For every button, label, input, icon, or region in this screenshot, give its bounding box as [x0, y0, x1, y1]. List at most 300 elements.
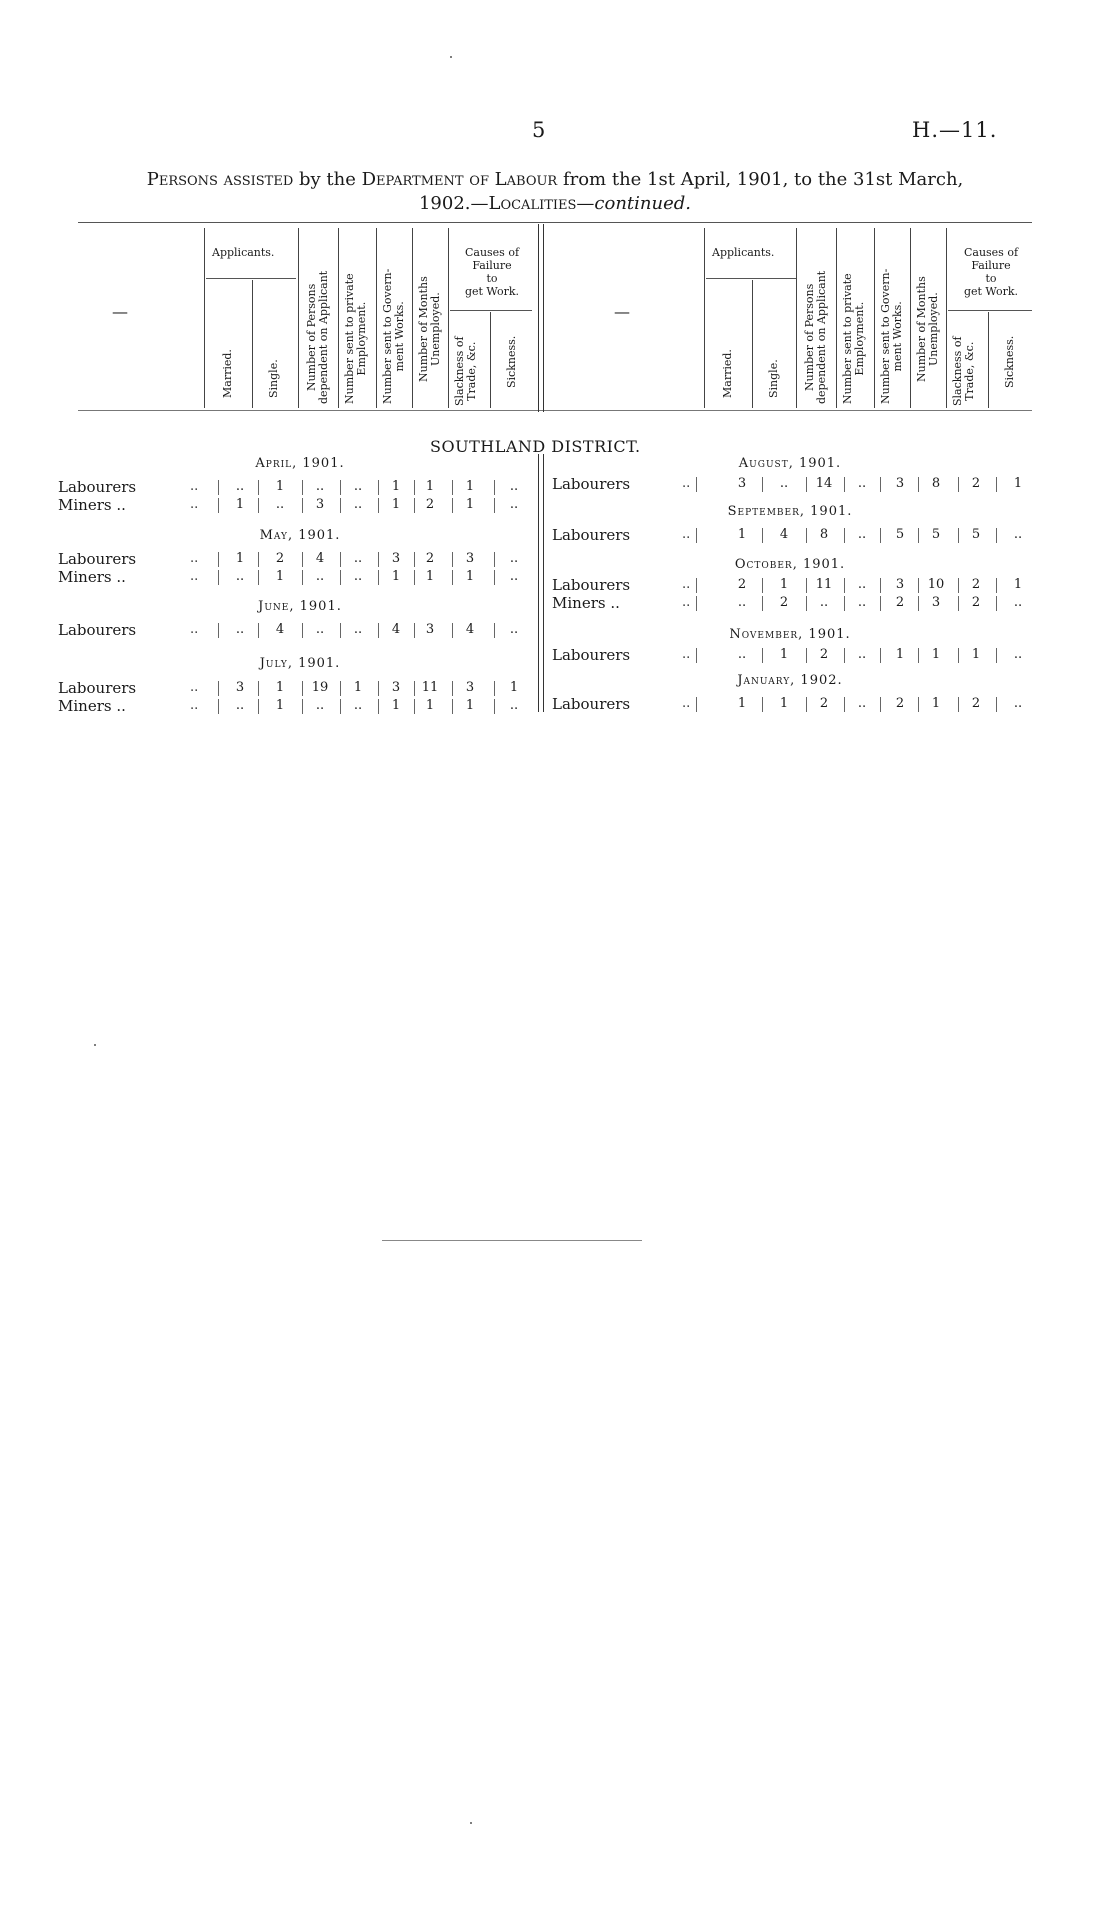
leader-dots: .. [190, 551, 199, 566]
leader-dots: .. [682, 696, 691, 711]
header-line: Number sent to Govern- [879, 268, 892, 404]
cell-divider [696, 528, 697, 543]
table-cell: 2 [425, 551, 435, 566]
table-cell: 1 [465, 698, 475, 713]
cell-divider [494, 699, 495, 714]
print-speck [94, 1044, 96, 1046]
page-reference: H.—11. [912, 118, 998, 142]
month-heading: July, 1901. [259, 656, 341, 671]
column-divider [338, 228, 339, 408]
table-cell: .. [1013, 647, 1023, 662]
closing-rule [382, 1240, 642, 1241]
table-cell: 1 [275, 698, 285, 713]
stub-column-header: — [112, 302, 128, 321]
column-divider [874, 228, 875, 408]
month-heading: August, 1901. [738, 456, 842, 471]
cell-divider [494, 570, 495, 585]
applicants-rule [706, 278, 796, 279]
cell-divider [844, 596, 845, 611]
table-cell: .. [353, 698, 363, 713]
column-divider [836, 228, 837, 408]
title-localities: Localities [488, 193, 577, 214]
header-line: Number of Persons [305, 283, 318, 392]
sickness-header: Sickness. [1003, 335, 1016, 388]
sickness-header: Sickness. [505, 335, 518, 388]
cell-divider [696, 477, 697, 492]
cell-divider [340, 623, 341, 638]
table-cell: 1 [931, 696, 941, 711]
district-heading: SOUTHLAND DISTRICT. [430, 437, 641, 456]
cell-divider [494, 480, 495, 495]
column-divider [298, 228, 299, 408]
govt-header [880, 269, 904, 404]
row-label: Labourers [552, 526, 631, 544]
cell-divider [302, 552, 303, 567]
leader-dots: .. [682, 595, 691, 610]
cell-divider [414, 570, 415, 585]
table-cell: .. [737, 647, 747, 662]
leader-dots: .. [682, 577, 691, 592]
cell-divider [880, 648, 881, 663]
cell-divider [218, 480, 219, 495]
cell-divider [258, 480, 259, 495]
cell-divider [340, 681, 341, 696]
table-cell: .. [235, 698, 245, 713]
cell-divider [378, 498, 379, 513]
month-heading: June, 1901. [258, 599, 342, 614]
stub-column-header: — [614, 302, 630, 321]
row-label: Labourers [552, 576, 631, 594]
table-cell: 2 [275, 551, 285, 566]
table-cell: 4 [391, 622, 401, 637]
private-header [344, 273, 368, 404]
slackness-header [454, 336, 478, 406]
row-label: Labourers [552, 475, 631, 493]
cell-divider [762, 697, 763, 712]
cell-divider [880, 596, 881, 611]
causes-line: Causes of [963, 246, 1019, 259]
cell-divider [806, 477, 807, 492]
month-heading: January, 1902. [737, 673, 843, 688]
cell-divider [414, 623, 415, 638]
print-speck [450, 56, 452, 58]
table-cell: 1 [779, 647, 789, 662]
cell-divider [378, 552, 379, 567]
title-dash: — [576, 193, 595, 214]
cell-divider [218, 552, 219, 567]
header-top-rule [78, 222, 1032, 223]
causes-line: to [486, 272, 498, 285]
cell-divider [880, 697, 881, 712]
cell-divider [218, 498, 219, 513]
table-cell: .. [779, 476, 789, 491]
cell-divider [452, 681, 453, 696]
leader-dots: .. [190, 497, 199, 512]
months-header [916, 276, 940, 382]
column-divider [204, 228, 205, 408]
table-cell: .. [353, 479, 363, 494]
table-cell: 1 [391, 698, 401, 713]
table-cell: .. [857, 647, 867, 662]
table-cell: 1 [425, 698, 435, 713]
table-cell: 2 [971, 577, 981, 592]
header-bottom-rule [78, 410, 1032, 411]
table-cell: 2 [971, 476, 981, 491]
cell-divider [414, 552, 415, 567]
column-divider [796, 228, 797, 408]
table-cell: 4 [779, 527, 789, 542]
row-label: Miners .. [58, 496, 126, 514]
cell-divider [996, 578, 997, 593]
month-heading: May, 1901. [259, 528, 341, 543]
table-cell: .. [857, 577, 867, 592]
cell-divider [218, 623, 219, 638]
table-cell: .. [353, 622, 363, 637]
cell-divider [258, 552, 259, 567]
table-cell: 19 [311, 680, 329, 695]
table-cell: 1 [275, 479, 285, 494]
cell-divider [806, 528, 807, 543]
causes-line: Failure [971, 259, 1011, 272]
table-cell: 1 [737, 696, 747, 711]
table-cell: .. [857, 696, 867, 711]
table-cell: 1 [275, 569, 285, 584]
cell-divider [844, 528, 845, 543]
cell-divider [494, 623, 495, 638]
table-cell: .. [315, 479, 325, 494]
cell-divider [378, 570, 379, 585]
table-cell: 1 [275, 680, 285, 695]
month-heading: October, 1901. [734, 557, 846, 572]
cell-divider [414, 699, 415, 714]
header-line: Employment. [355, 301, 368, 376]
months-header [418, 276, 442, 382]
cell-divider [452, 699, 453, 714]
cell-divider [762, 578, 763, 593]
married-header: Married. [221, 349, 234, 398]
table-cell: .. [737, 595, 747, 610]
table-cell: 1 [779, 577, 789, 592]
header-line: Slackness of [453, 336, 466, 406]
cell-divider [494, 681, 495, 696]
table-cell: 1 [391, 569, 401, 584]
cell-divider [996, 697, 997, 712]
cell-divider [844, 648, 845, 663]
table-cell: 1 [391, 497, 401, 512]
cell-divider [880, 528, 881, 543]
cell-divider [218, 699, 219, 714]
table-cell: 1 [391, 479, 401, 494]
cell-divider [996, 528, 997, 543]
table-cell: 3 [391, 551, 401, 566]
cell-divider [844, 697, 845, 712]
cell-divider [302, 681, 303, 696]
table-cell: .. [235, 569, 245, 584]
table-cell: .. [857, 527, 867, 542]
table-cell: .. [819, 595, 829, 610]
title-department: Department of Labour [361, 169, 558, 190]
slackness-header [952, 336, 976, 406]
cell-divider [806, 648, 807, 663]
cell-divider [378, 480, 379, 495]
table-cell: 2 [895, 595, 905, 610]
table-cell: .. [857, 476, 867, 491]
table-cell: 2 [737, 577, 747, 592]
table-cell: 3 [465, 680, 475, 695]
cell-divider [958, 596, 959, 611]
leader-dots: .. [682, 527, 691, 542]
cell-divider [378, 623, 379, 638]
column-divider [752, 280, 753, 408]
title-prefix: Persons assisted [146, 169, 294, 190]
table-cell: 1 [465, 497, 475, 512]
table-cell: 1 [1013, 577, 1023, 592]
cell-divider [452, 498, 453, 513]
table-cell: .. [1013, 527, 1023, 542]
cell-divider [302, 699, 303, 714]
cell-divider [494, 498, 495, 513]
header-line: ment Works. [891, 301, 904, 372]
row-label: Labourers [58, 550, 137, 568]
row-label: Labourers [552, 646, 631, 664]
table-cell: 2 [779, 595, 789, 610]
private-header [842, 273, 866, 404]
double-divider [538, 224, 544, 412]
table-cell: 1 [971, 647, 981, 662]
table-cell: 8 [819, 527, 829, 542]
cell-divider [958, 528, 959, 543]
leader-dots: .. [682, 647, 691, 662]
table-cell: .. [315, 622, 325, 637]
header-line: Slackness of [951, 336, 964, 406]
cell-divider [414, 681, 415, 696]
applicants-rule [206, 278, 296, 279]
applicants-header: Applicants. [712, 246, 775, 259]
header-line: Number sent to private [841, 273, 854, 404]
cell-divider [806, 578, 807, 593]
cell-divider [696, 578, 697, 593]
single-header: Single. [267, 359, 280, 398]
cell-divider [452, 480, 453, 495]
table-cell: 2 [971, 595, 981, 610]
table-cell: 2 [895, 696, 905, 711]
causes-rule [948, 310, 1032, 311]
govt-header [382, 269, 406, 404]
table-cell: 2 [425, 497, 435, 512]
cell-divider [918, 578, 919, 593]
cell-divider [340, 552, 341, 567]
cell-divider [880, 578, 881, 593]
row-label: Labourers [58, 679, 137, 697]
header-line: Number sent to Govern- [381, 268, 394, 404]
header-line: Number of Months [915, 276, 928, 382]
cell-divider [378, 699, 379, 714]
title-mid: by the [293, 169, 362, 190]
causes-line: get Work. [464, 285, 520, 298]
title-rest: from the 1st April, 1901, to the 31st March, [557, 169, 964, 190]
table-cell: 1 [779, 696, 789, 711]
header-line: Trade, &c. [465, 341, 478, 401]
leader-dots: .. [190, 698, 199, 713]
table-cell: .. [353, 569, 363, 584]
row-label: Miners .. [58, 697, 126, 715]
table-cell: 5 [895, 527, 905, 542]
table-cell: 1 [235, 497, 245, 512]
leader-dots: .. [190, 680, 199, 695]
cell-divider [958, 477, 959, 492]
table-cell: 2 [971, 696, 981, 711]
row-label: Labourers [58, 478, 137, 496]
column-divider [704, 228, 705, 408]
row-label: Labourers [58, 621, 137, 639]
cell-divider [918, 697, 919, 712]
cell-divider [452, 552, 453, 567]
cell-divider [996, 596, 997, 611]
cell-divider [806, 596, 807, 611]
table-cell: 3 [235, 680, 245, 695]
table-cell: 5 [931, 527, 941, 542]
cell-divider [452, 623, 453, 638]
header-line: Trade, &c. [963, 341, 976, 401]
married-header: Married. [721, 349, 734, 398]
table-cell: .. [509, 698, 519, 713]
cell-divider [844, 477, 845, 492]
cell-divider [762, 648, 763, 663]
cell-divider [996, 477, 997, 492]
header-line: dependent on Applicant [317, 270, 330, 404]
table-cell: 8 [931, 476, 941, 491]
print-speck [470, 1822, 472, 1824]
cell-divider [258, 681, 259, 696]
cell-divider [258, 623, 259, 638]
causes-line: get Work. [963, 285, 1019, 298]
cell-divider [218, 681, 219, 696]
header-line: Unemployed. [429, 292, 442, 366]
cell-divider [762, 596, 763, 611]
table-cell: 1 [931, 647, 941, 662]
table-cell: .. [235, 479, 245, 494]
table-cell: .. [509, 569, 519, 584]
table-cell: 1 [425, 569, 435, 584]
table-cell: 1 [509, 680, 519, 695]
cell-divider [302, 480, 303, 495]
causes-line: to [985, 272, 997, 285]
table-cell: 1 [465, 479, 475, 494]
table-cell: 2 [819, 696, 829, 711]
column-divider [490, 312, 491, 408]
cell-divider [494, 552, 495, 567]
cell-divider [258, 570, 259, 585]
table-cell: 11 [421, 680, 439, 695]
header-line: ment Works. [393, 301, 406, 372]
dependent-header [306, 271, 330, 404]
header-line: Number of Persons [803, 283, 816, 392]
cell-divider [762, 528, 763, 543]
table-cell: 4 [275, 622, 285, 637]
table-cell: 3 [425, 622, 435, 637]
table-cell: .. [353, 497, 363, 512]
cell-divider [302, 498, 303, 513]
table-cell: .. [353, 551, 363, 566]
table-cell: .. [509, 479, 519, 494]
cell-divider [302, 570, 303, 585]
table-cell: 1 [1013, 476, 1023, 491]
table-cell: 1 [465, 569, 475, 584]
table-cell: 10 [927, 577, 945, 592]
body-double-divider [538, 454, 544, 712]
header-line: Employment. [853, 301, 866, 376]
table-cell: .. [509, 622, 519, 637]
cell-divider [696, 596, 697, 611]
month-heading: April, 1901. [255, 456, 345, 471]
table-cell: 1 [353, 680, 363, 695]
table-cell: .. [315, 698, 325, 713]
table-cell: .. [509, 551, 519, 566]
cell-divider [958, 648, 959, 663]
applicants-header: Applicants. [212, 246, 275, 259]
cell-divider [452, 570, 453, 585]
cell-divider [302, 623, 303, 638]
cell-divider [844, 578, 845, 593]
table-cell: 3 [315, 497, 325, 512]
cell-divider [996, 648, 997, 663]
cell-divider [958, 578, 959, 593]
table-cell: 1 [425, 479, 435, 494]
table-cell: .. [235, 622, 245, 637]
cell-divider [218, 570, 219, 585]
header-line: dependent on Applicant [815, 270, 828, 404]
cell-divider [414, 498, 415, 513]
table-cell: 4 [465, 622, 475, 637]
cell-divider [762, 477, 763, 492]
cell-divider [258, 498, 259, 513]
header-line: Number sent to private [343, 273, 356, 404]
cell-divider [340, 480, 341, 495]
causes-line: Causes of [464, 246, 520, 259]
page-number: 5 [532, 118, 546, 142]
page-title [60, 168, 1050, 216]
cell-divider [414, 480, 415, 495]
month-heading: September, 1901. [727, 504, 853, 519]
table-cell: .. [857, 595, 867, 610]
dependent-header [804, 271, 828, 404]
column-divider [376, 228, 377, 408]
cell-divider [696, 697, 697, 712]
table-cell: .. [1013, 595, 1023, 610]
column-divider [448, 228, 449, 408]
table-cell: 2 [819, 647, 829, 662]
cell-divider [340, 498, 341, 513]
column-divider [910, 228, 911, 408]
table-cell: 3 [895, 476, 905, 491]
row-label: Miners .. [552, 594, 620, 612]
table-cell: .. [1013, 696, 1023, 711]
header-line: Unemployed. [927, 292, 940, 366]
table-cell: 3 [465, 551, 475, 566]
row-label: Labourers [552, 695, 631, 713]
column-divider [946, 228, 947, 408]
table-cell: 5 [971, 527, 981, 542]
causes-line: Failure [472, 259, 512, 272]
leader-dots: .. [682, 476, 691, 491]
header-line: Number of Months [417, 276, 430, 382]
causes-header [950, 246, 1032, 298]
causes-header [452, 246, 532, 298]
table-cell: .. [315, 569, 325, 584]
cell-divider [696, 648, 697, 663]
cell-divider [340, 570, 341, 585]
table-cell: 1 [235, 551, 245, 566]
